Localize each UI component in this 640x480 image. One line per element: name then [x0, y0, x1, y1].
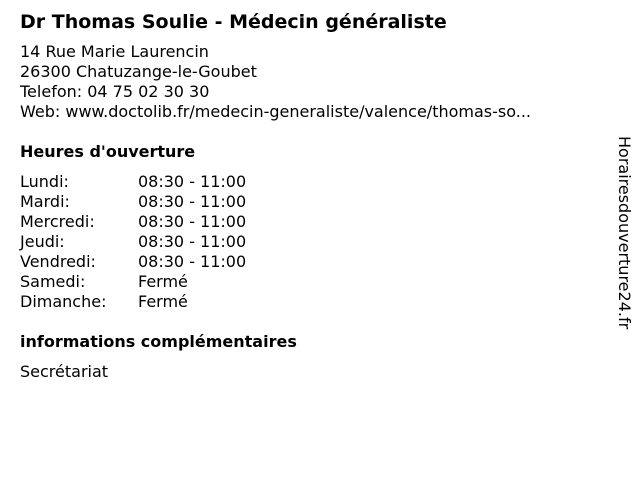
city-line: 26300 Chatuzange-le-Goubet — [20, 62, 257, 81]
website-line: Web: www.doctolib.fr/medecin-generaliste/valence/thomas-so... — [20, 102, 531, 121]
day-label: Mardi: — [20, 192, 70, 211]
hours-row-sunday — [20, 292, 600, 312]
additional-info-text: Secrétariat — [20, 362, 109, 381]
hours-row-monday — [20, 172, 600, 192]
page-title: Dr Thomas Soulie - Médecin généraliste — [20, 11, 447, 33]
additional-info-heading: informations complémentaires — [20, 332, 297, 351]
day-label: Mercredi: — [20, 212, 95, 231]
hours-row-tuesday — [20, 192, 600, 212]
opening-hours-heading: Heures d'ouverture — [20, 142, 196, 161]
time-value: 08:30 - 11:00 — [138, 192, 247, 211]
time-value: 08:30 - 11:00 — [138, 172, 247, 191]
day-label: Samedi: — [20, 272, 86, 291]
opening-hours-table — [20, 172, 600, 312]
listing-card — [20, 8, 600, 382]
address-block — [20, 42, 600, 122]
time-value: 08:30 - 11:00 — [138, 212, 247, 231]
day-label: Jeudi: — [20, 232, 65, 251]
site-watermark: Horairesdouverture24.fr — [615, 136, 634, 330]
day-label: Lundi: — [20, 172, 69, 191]
day-label: Dimanche: — [20, 292, 107, 311]
hours-row-saturday — [20, 272, 600, 292]
hours-row-wednesday — [20, 212, 600, 232]
day-label: Vendredi: — [20, 252, 96, 271]
hours-row-thursday — [20, 232, 600, 252]
time-value: 08:30 - 11:00 — [138, 252, 247, 271]
hours-row-friday — [20, 252, 600, 272]
time-value: Fermé — [138, 292, 188, 311]
time-value: 08:30 - 11:00 — [138, 232, 247, 251]
time-value: Fermé — [138, 272, 188, 291]
phone-line: Telefon: 04 75 02 30 30 — [20, 82, 210, 101]
street-address: 14 Rue Marie Laurencin — [20, 42, 209, 61]
